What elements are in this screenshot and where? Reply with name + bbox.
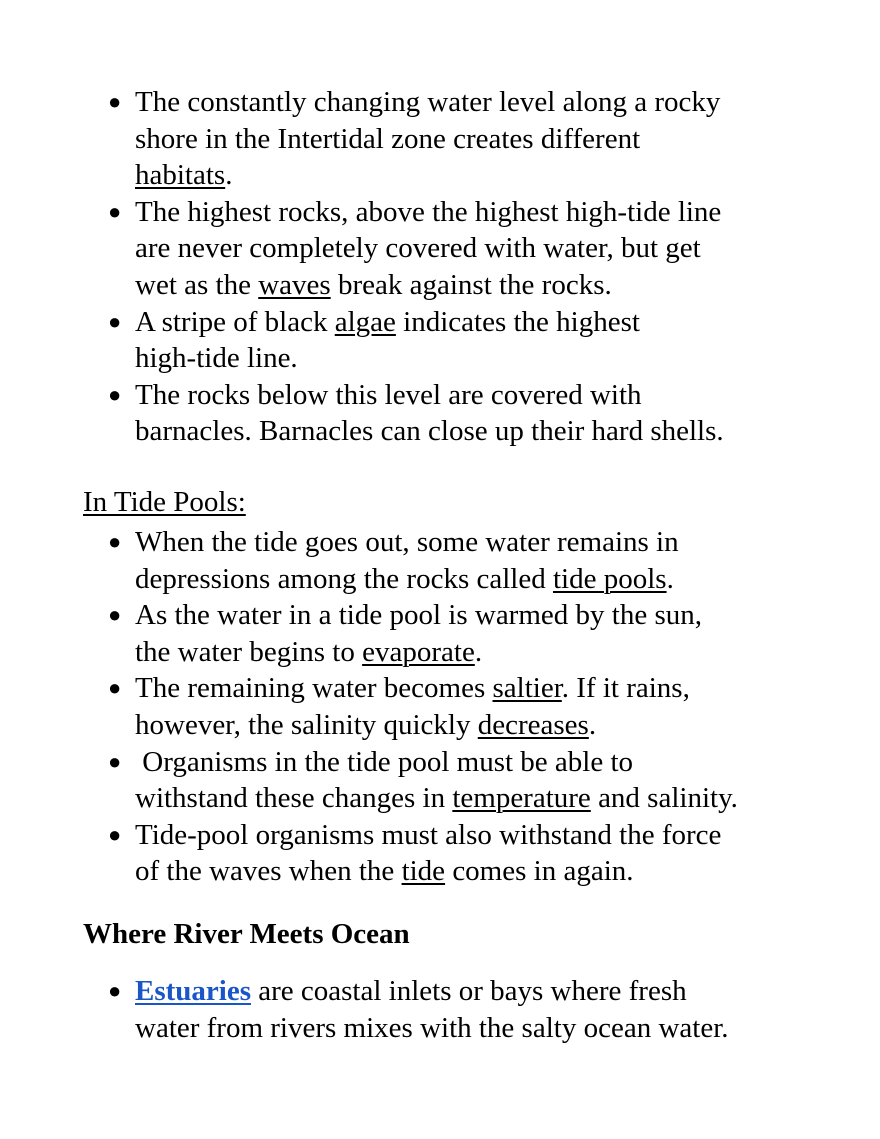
term-saltier: saltier bbox=[492, 672, 562, 705]
term-evaporate: evaporate bbox=[362, 635, 475, 668]
term-tide-pools: tide pools bbox=[552, 562, 667, 595]
bullet-icon: ● bbox=[108, 821, 122, 847]
estuaries-link[interactable]: Estuaries bbox=[135, 975, 251, 1007]
term-habitats: habitats bbox=[135, 159, 226, 192]
term-tide: tide bbox=[401, 855, 446, 888]
list-item: ● As the water in a tide pool is warmed by the sun, the water begins to evaporate. bbox=[108, 599, 702, 668]
list-item: ● Estuaries are coastal inlets or bays where fresh water from rivers mixes with the salty ocean water. bbox=[108, 975, 729, 1044]
bullet-icon: ● bbox=[108, 748, 122, 774]
list-item: ● The highest rocks, above the highest high-tide line are never completely covered with water, but get wet as the waves break against the rocks. bbox=[108, 195, 722, 301]
bullet-icon: ● bbox=[108, 198, 122, 224]
list-item: ● When the tide goes out, some water remains in depressions among the rocks called tide pools. bbox=[108, 526, 679, 595]
list-item: ● Tide-pool organisms must also withstand the force of the waves when the tide comes in again. bbox=[108, 818, 722, 888]
tide-pools-list bbox=[108, 524, 738, 890]
term-decreases: decreases bbox=[477, 708, 589, 741]
bullet-icon: ● bbox=[108, 529, 122, 554]
estuary-heading: Where River Meets Ocean bbox=[83, 918, 410, 950]
term-temperature: temperature bbox=[452, 782, 591, 815]
bullet-icon: ● bbox=[108, 308, 122, 334]
bullet-icon: ● bbox=[108, 89, 122, 114]
bullet-icon: ● bbox=[108, 978, 122, 1003]
tide-pools-heading: In Tide Pools: bbox=[83, 486, 246, 518]
list-item: ● The rocks below this level are covered with barnacles. Barnacles can close up their hard shells. bbox=[108, 378, 724, 448]
bullet-icon: ● bbox=[108, 602, 122, 628]
list-item: ● The constantly changing water level along a rocky shore in the Intertidal zone creates different habitats. bbox=[108, 86, 721, 192]
list-item: ● The remaining water becomes saltier. If it rains, however, the salinity quickly decreases. bbox=[108, 672, 690, 741]
intertidal-list bbox=[108, 84, 724, 450]
list-item: ● Organisms in the tide pool must be able to withstand these changes in temperature and salinity. bbox=[108, 745, 738, 815]
term-waves: waves bbox=[258, 268, 331, 301]
bullet-icon: ● bbox=[108, 675, 122, 701]
bullet-icon: ● bbox=[108, 381, 122, 407]
term-algae: algae bbox=[334, 305, 396, 338]
estuary-list bbox=[108, 973, 729, 1046]
list-item: ● A stripe of black algae indicates the highest high-tide line. bbox=[108, 305, 640, 375]
